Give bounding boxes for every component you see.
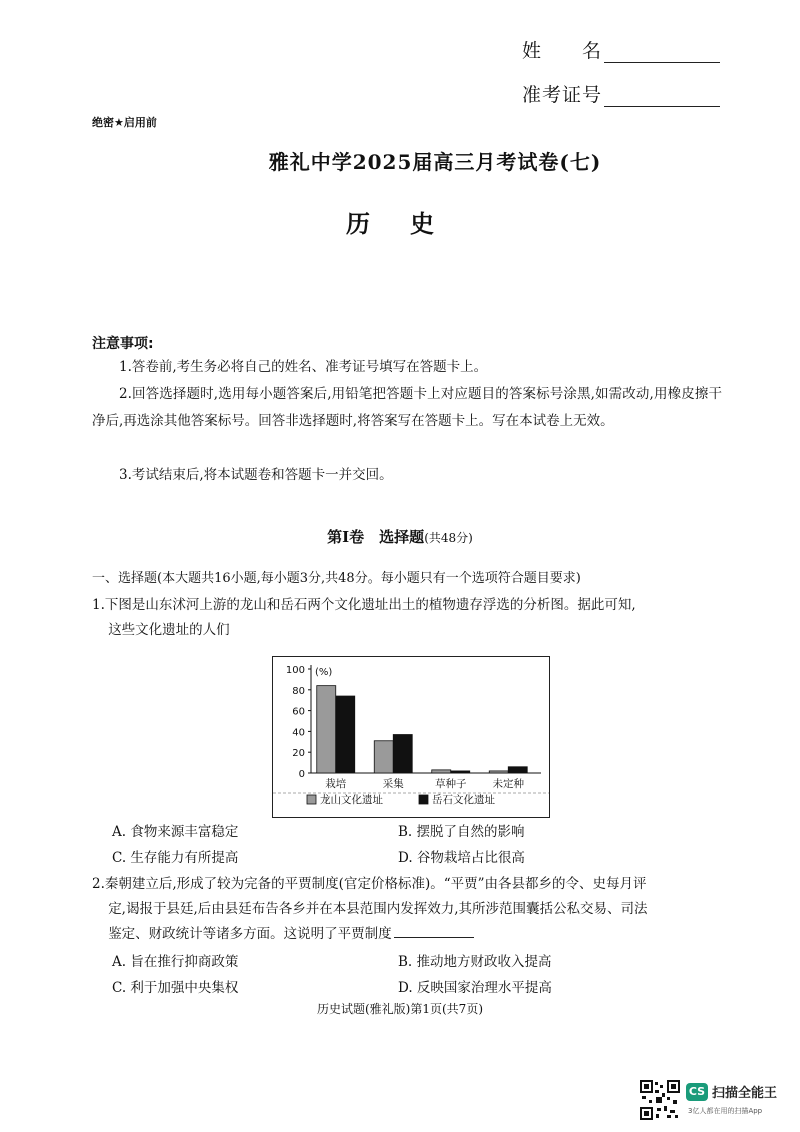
- question-2-line-2: 定,谒报于县廷,后由县廷布告各乡并在本县范围内发挥效力,其所涉范围囊括公私交易、司法: [108, 901, 648, 917]
- section-title-text: 第Ⅰ卷 选择题: [327, 528, 425, 546]
- question-2-option-d[interactable]: D. 反映国家治理水平提高: [398, 980, 552, 996]
- y-tick-label: 0: [298, 769, 305, 780]
- question-2-option-a[interactable]: A. 旨在推行抑商政策: [112, 954, 239, 970]
- question-2-line-3-text: 鉴定、财政统计等诸多方面。这说明了平贾制度: [108, 926, 392, 942]
- question-2-option-c[interactable]: C. 利于加强中央集权: [112, 980, 239, 996]
- bar-longshan: [432, 770, 451, 773]
- school-title: 雅礼中学2025届高三月考试卷(七): [268, 150, 602, 174]
- legend-swatch: [307, 795, 316, 804]
- page-footer: 历史试题(雅礼版)第1页(共7页): [317, 1002, 483, 1016]
- question-1-stem: [92, 593, 722, 643]
- y-tick-label: 80: [292, 685, 305, 697]
- bar-longshan: [317, 686, 336, 773]
- name-label: 姓 名: [522, 40, 603, 62]
- question-2-blank: [394, 925, 474, 938]
- question-2-line-3: [92, 922, 722, 947]
- exam-id-field: [522, 80, 720, 107]
- legend-label: 岳石文化遗址: [432, 794, 495, 806]
- name-underline: [604, 42, 720, 63]
- question-1-line-1: 1.下图是山东沭河上游的龙山和岳石两个文化遗址出土的植物遗存浮选的分析图。据此可知,: [92, 597, 636, 613]
- notice-item-3: 3.考试结束后,将本试题卷和答题卡一并交回。: [119, 467, 393, 483]
- question-1-option-a[interactable]: A. 食物来源丰富稳定: [112, 824, 239, 840]
- qr-code-icon: [640, 1080, 680, 1120]
- question-1-line-2: 这些文化遗址的人们: [108, 622, 230, 638]
- question-2-option-b[interactable]: B. 推动地方财政收入提高: [398, 954, 552, 970]
- exam-id-underline: [604, 86, 720, 107]
- name-field: [522, 36, 720, 63]
- subject-title: 历史: [346, 209, 474, 238]
- y-tick-label: 20: [292, 748, 305, 760]
- y-tick-label: 100: [285, 665, 305, 676]
- legend-label: 龙山文化遗址: [320, 794, 383, 806]
- y-tick-label: 40: [292, 727, 305, 739]
- legend-swatch: [419, 795, 428, 804]
- camscanner-logo-icon: CS: [686, 1083, 708, 1101]
- exam-id-label: 准考证号: [522, 84, 603, 106]
- y-tick-label: 60: [292, 706, 305, 718]
- section-instruction: 一、选择题(本大题共16小题,每小题3分,共48分。每小题只有一个选项符合题目要求): [92, 571, 581, 586]
- notice-item-1: 1.答卷前,考生务必将自己的姓名、准考证号填写在答题卡上。: [119, 359, 488, 375]
- notice-title: 注意事项:: [92, 336, 154, 352]
- bar-yueshi: [508, 767, 527, 773]
- section-title: [0, 526, 800, 547]
- x-tick-label: 采集: [382, 778, 404, 790]
- question-1-option-d[interactable]: D. 谷物栽培占比很高: [398, 850, 525, 866]
- chart-svg: [273, 657, 549, 817]
- bar-longshan: [374, 741, 393, 773]
- x-tick-label: 未定种: [492, 778, 524, 790]
- x-tick-label: 草种子: [435, 778, 467, 790]
- scanner-watermark: [640, 1078, 790, 1124]
- brand-tagline: 3亿人都在用的扫描App: [688, 1107, 763, 1115]
- x-tick-label: 栽培: [325, 778, 347, 790]
- question-1-option-c[interactable]: C. 生存能力有所提高: [112, 850, 239, 866]
- notice-item-2: 2.回答选择题时,选用每小题答案后,用铅笔把答题卡上对应题目的答案标号涂黑,如需改动,用橡皮擦干净后,再选涂其他答案标号。回答非选择题时,将答案写在答题卡上。写在本试卷上无效。: [92, 386, 722, 429]
- bar-longshan: [489, 771, 508, 773]
- brand-name: 扫描全能王: [712, 1086, 778, 1101]
- bar-yueshi: [336, 696, 355, 773]
- y-axis-unit: (%): [315, 667, 333, 678]
- section-score: (共48分): [424, 531, 473, 545]
- question-2-stem: [92, 872, 722, 947]
- plant-remains-chart: [272, 656, 550, 818]
- question-1-option-b[interactable]: B. 摆脱了自然的影响: [398, 824, 525, 840]
- question-2-line-1: 2.秦朝建立后,形成了较为完备的平贾制度(官定价格标准)。“平贾”由各县都乡的令、史每月评: [92, 876, 647, 892]
- bar-yueshi: [451, 771, 470, 773]
- secret-label: 绝密★启用前: [92, 116, 157, 129]
- bar-yueshi: [393, 735, 412, 773]
